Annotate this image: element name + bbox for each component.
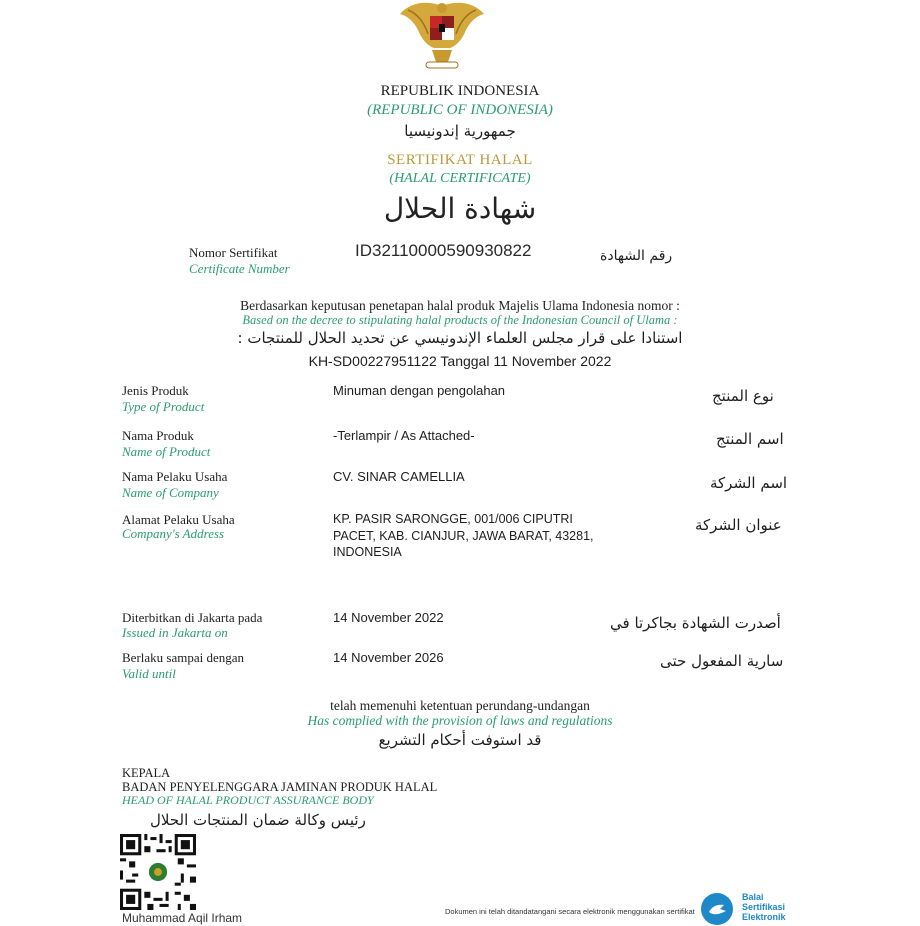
field-label-company-address-en: Company's Address	[122, 526, 225, 541]
field-label-product-name-ar: اسم المنتج	[716, 430, 784, 448]
valid-until-label-en: Valid until	[122, 666, 176, 681]
field-label-product-name: Nama Produk	[122, 428, 194, 443]
signatory-agency-ar: رئيس وكالة ضمان المنتجات الحلال	[150, 811, 366, 829]
cert-number-label-en: Certificate Number	[189, 261, 290, 276]
bsre-label-1: Balai	[742, 892, 764, 902]
issued-label-ar: أصدرت الشهادة بجاكرتا في	[610, 614, 781, 632]
field-value-address-line-3: INDONESIA	[333, 545, 402, 559]
certificate-title-ar: شهادة الحلال	[383, 192, 537, 225]
field-label-company-name-ar: اسم الشركة	[710, 474, 788, 492]
country-name-en: (REPUBLIC OF INDONESIA)	[367, 102, 553, 118]
field-label-product-name-en: Name of Product	[122, 444, 211, 459]
field-label-company-name-en: Name of Company	[122, 485, 219, 500]
field-label-product-type: Jenis Produk	[122, 383, 189, 398]
signatory-agency: BADAN PENYELENGGARA JAMINAN PRODUK HALAL	[122, 780, 438, 794]
signatory-title: KEPALA	[122, 766, 171, 780]
signatory-name: Muhammad Aqil Irham	[122, 911, 243, 925]
compliance-text-ar: قد استوفت أحكام التشريع	[378, 731, 542, 749]
valid-until-label: Berlaku sampai dengan	[122, 650, 245, 665]
decree-text-en: Based on the decree to stipulating halal products of the Indonesian Council of Ulama :	[242, 313, 678, 327]
cert-number-label: Nomor Sertifikat	[189, 245, 278, 260]
country-name-ar: جمهورية إندونيسيا	[404, 122, 516, 140]
valid-until-value: 14 November 2026	[333, 650, 444, 665]
certificate-title: SERTIFIKAT HALAL	[387, 152, 533, 168]
qr-code-icon	[120, 834, 196, 910]
field-label-product-type-en: Type of Product	[122, 399, 205, 414]
cert-number-label-ar: رقم الشهادة	[600, 248, 673, 264]
garuda-emblem-icon	[398, 0, 486, 72]
valid-until-label-ar: سارية المفعول حتى	[660, 652, 784, 670]
field-value-product-name: -Terlampir / As Attached-	[333, 428, 475, 443]
decree-text: Berdasarkan keputusan penetapan halal produk Majelis Ulama Indonesia nomor :	[240, 298, 680, 313]
certificate-title-en: (HALAL CERTIFICATE)	[389, 171, 531, 186]
field-value-product-type: Minuman dengan pengolahan	[333, 383, 506, 398]
compliance-text: telah memenuhi ketentuan perundang-undangan	[330, 698, 590, 713]
field-label-product-type-ar: نوع المنتج	[712, 387, 774, 405]
bsre-label-2: Sertifikasi	[742, 902, 786, 912]
bsre-label-3: Elektronik	[742, 912, 786, 922]
field-label-company-address-ar: عنوان الشركة	[695, 516, 782, 534]
decree-text-ar: استنادا على قرار مجلس العلماء الإندونيسي عن تحديد الحلال للمنتجات :	[237, 329, 683, 347]
issued-label: Diterbitkan di Jakarta pada	[122, 610, 263, 625]
cert-number-value: ID32110000590930822	[355, 241, 532, 260]
issued-date-value: 14 November 2022	[333, 610, 444, 625]
field-label-company-address: Alamat Pelaku Usaha	[122, 512, 235, 527]
field-value-company-name: CV. SINAR CAMELLIA	[333, 469, 465, 484]
field-value-address-line-2: PACET, KAB. CIANJUR, JAWA BARAT, 43281,	[333, 529, 594, 543]
esign-note: Dokumen ini telah ditandatangani secara elektronik menggunakan sertifikat	[445, 907, 695, 916]
decree-number: KH-SD00227951122 Tanggal 11 November 2022	[308, 353, 612, 369]
bsre-logo-icon	[700, 892, 734, 926]
issued-label-en: Issued in Jakarta on	[122, 625, 228, 640]
field-value-address-line-1: KP. PASIR SARONGGE, 001/006 CIPUTRI	[333, 512, 573, 526]
country-name: REPUBLIK INDONESIA	[380, 83, 540, 99]
signatory-agency-en: HEAD OF HALAL PRODUCT ASSURANCE BODY	[122, 793, 374, 807]
compliance-text-en: Has complied with the provision of laws and regulations	[307, 713, 613, 728]
field-label-company-name: Nama Pelaku Usaha	[122, 469, 228, 484]
